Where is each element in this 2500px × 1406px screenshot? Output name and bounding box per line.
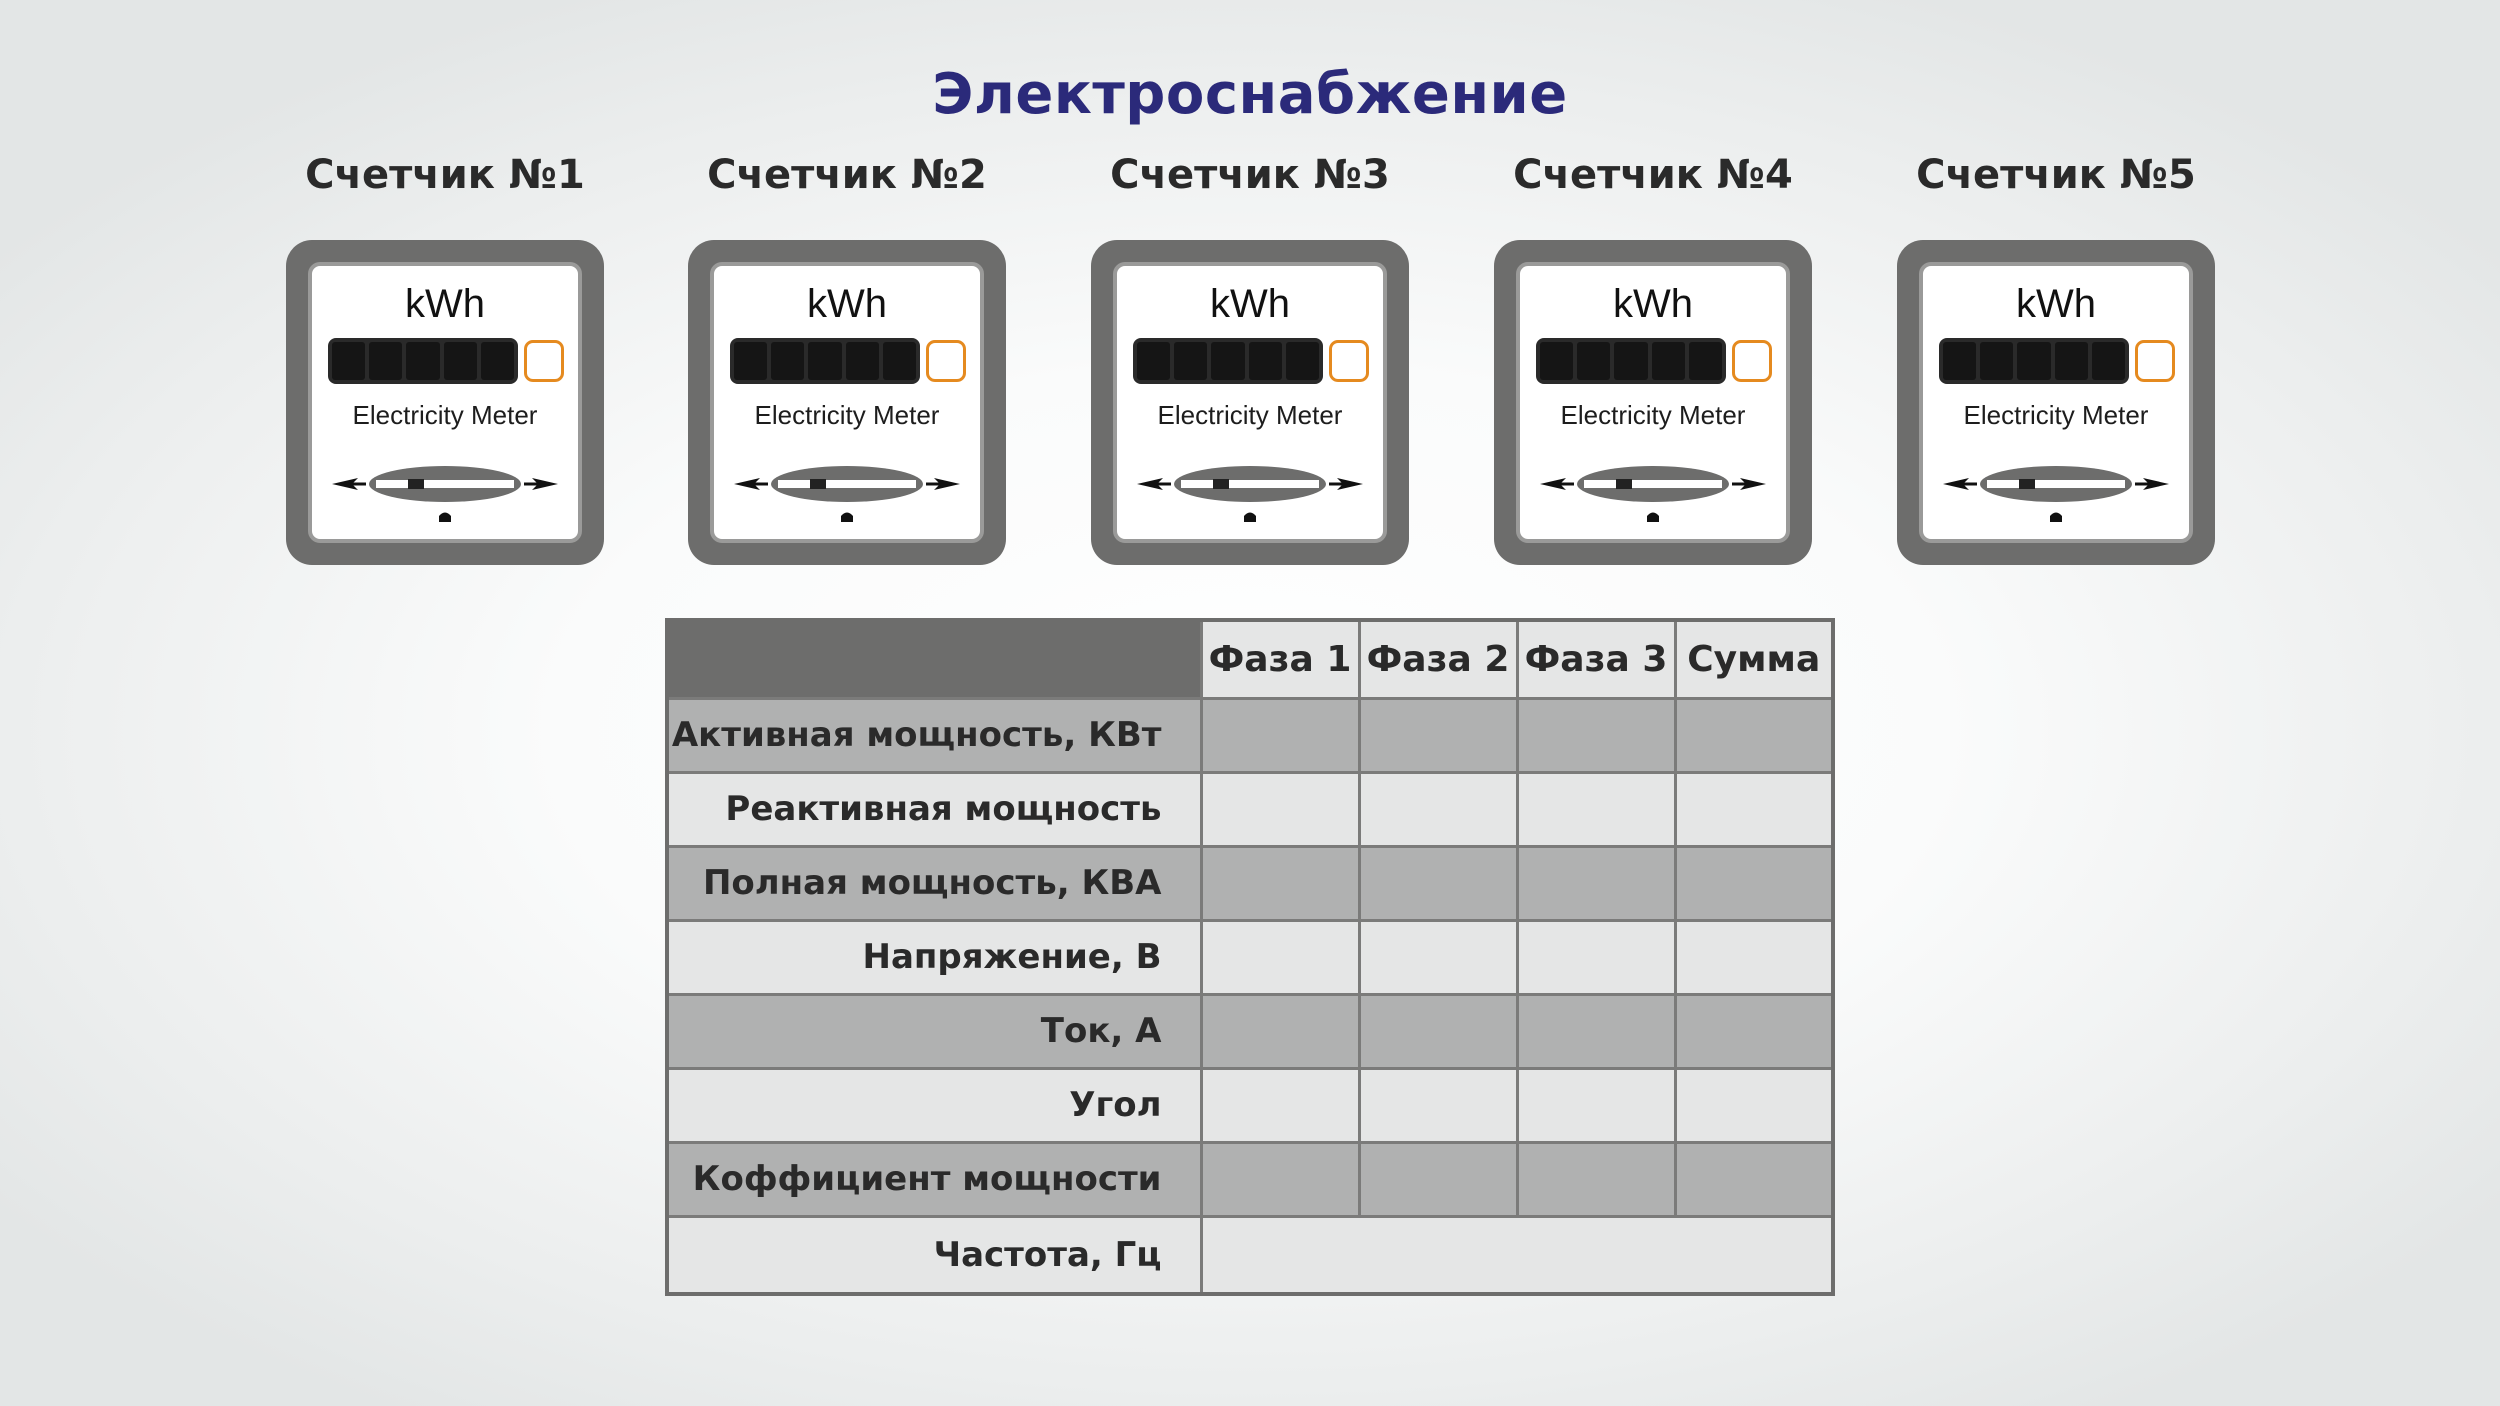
- meter-face: [308, 262, 582, 543]
- counter-display: [1536, 338, 1726, 384]
- meter-face: [1516, 262, 1790, 543]
- table-row: [667, 698, 1833, 772]
- row-label-frequency: Частота, Гц: [667, 1216, 1201, 1294]
- table-row: [667, 1142, 1833, 1216]
- meter-unit: kWh: [1613, 282, 1693, 326]
- meter-unit: kWh: [405, 282, 485, 326]
- table-cell: [1517, 1142, 1675, 1216]
- meter-face: [1113, 262, 1387, 543]
- column-header-phase-2: Фаза 2: [1359, 620, 1517, 698]
- rotating-disc-icon: [734, 466, 960, 526]
- table-header-row: [667, 620, 1833, 698]
- table-row: [667, 1216, 1833, 1294]
- frequency-value-cell: [1201, 1216, 1833, 1294]
- meter-caption: Electricity Meter: [1157, 400, 1343, 430]
- table-cell: [1201, 698, 1359, 772]
- rotating-disc-icon: [1943, 466, 2169, 526]
- table-row: [667, 1068, 1833, 1142]
- counter-display: [328, 338, 518, 384]
- meter-caption: Electricity Meter: [1963, 400, 2149, 430]
- counter-display: [1939, 338, 2129, 384]
- table-row: [667, 920, 1833, 994]
- meter-3-label: Счетчик №3: [1110, 152, 1390, 198]
- meter-face: [1919, 262, 2193, 543]
- meter-face: [710, 262, 984, 543]
- meter-caption: Electricity Meter: [754, 400, 940, 430]
- table-cell: [1359, 772, 1517, 846]
- rotating-disc-icon: [332, 466, 558, 526]
- table-row: [667, 772, 1833, 846]
- row-label-current: Ток, А: [667, 994, 1201, 1068]
- table-cell: [1201, 1068, 1359, 1142]
- pulse-led-icon: [524, 340, 564, 382]
- counter-display: [730, 338, 920, 384]
- meter-caption: Electricity Meter: [1560, 400, 1746, 430]
- table-cell: [1675, 846, 1833, 920]
- meter-5-label: Счетчик №5: [1916, 152, 2196, 198]
- row-label-power-factor: Коффициент мощности: [667, 1142, 1201, 1216]
- table-cell: [1359, 1068, 1517, 1142]
- row-label-apparent-power: Полная мощность, КВА: [667, 846, 1201, 920]
- rotating-disc-icon: [1137, 466, 1363, 526]
- table-cell: [1675, 698, 1833, 772]
- table-cell: [1675, 1068, 1833, 1142]
- row-label-reactive-power: Реактивная мощность: [667, 772, 1201, 846]
- table-cell: [1517, 846, 1675, 920]
- counter-display: [1133, 338, 1323, 384]
- table-cell: [1201, 920, 1359, 994]
- page-title: Электроснабжение: [932, 62, 1568, 127]
- electricity-meter-icon[interactable]: [688, 240, 1006, 565]
- table-cell: [1517, 1068, 1675, 1142]
- table-cell: [1517, 698, 1675, 772]
- meter-2-label: Счетчик №2: [707, 152, 987, 198]
- electricity-meter-icon[interactable]: [1897, 240, 2215, 565]
- table-cell: [1201, 772, 1359, 846]
- table-cell: [1675, 920, 1833, 994]
- column-header-sum: Сумма: [1675, 620, 1833, 698]
- table-cell: [1359, 920, 1517, 994]
- table-cell: [1201, 846, 1359, 920]
- meter-unit: kWh: [807, 282, 887, 326]
- meter-unit: kWh: [2016, 282, 2096, 326]
- electricity-meter-icon[interactable]: [286, 240, 604, 565]
- meter-4-label: Счетчик №4: [1513, 152, 1793, 198]
- rotating-disc-icon: [1540, 466, 1766, 526]
- table-cell: [1675, 1142, 1833, 1216]
- electricity-meter-icon[interactable]: [1091, 240, 1409, 565]
- table-cell: [1359, 994, 1517, 1068]
- pulse-led-icon: [1732, 340, 1772, 382]
- row-label-active-power: Активная мощность, КВт: [667, 698, 1201, 772]
- power-parameters-table: [665, 618, 1835, 1296]
- table-cell: [1359, 846, 1517, 920]
- table-cell: [1359, 1142, 1517, 1216]
- electricity-meter-icon[interactable]: [1494, 240, 1812, 565]
- row-label-voltage: Напряжение, В: [667, 920, 1201, 994]
- column-header-phase-1: Фаза 1: [1201, 620, 1359, 698]
- pulse-led-icon: [2135, 340, 2175, 382]
- column-header-phase-3: Фаза 3: [1517, 620, 1675, 698]
- row-label-angle: Угол: [667, 1068, 1201, 1142]
- pulse-led-icon: [1329, 340, 1369, 382]
- table-cell: [1517, 772, 1675, 846]
- meter-unit: kWh: [1210, 282, 1290, 326]
- table-cell: [1675, 994, 1833, 1068]
- table-cell: [1359, 698, 1517, 772]
- table-corner: [667, 620, 1201, 698]
- pulse-led-icon: [926, 340, 966, 382]
- table-row: [667, 846, 1833, 920]
- table-cell: [1517, 920, 1675, 994]
- meter-1-label: Счетчик №1: [305, 152, 585, 198]
- table-cell: [1675, 772, 1833, 846]
- table-row: [667, 994, 1833, 1068]
- table-cell: [1201, 1142, 1359, 1216]
- meter-caption: Electricity Meter: [352, 400, 538, 430]
- table-cell: [1517, 994, 1675, 1068]
- table-cell: [1201, 994, 1359, 1068]
